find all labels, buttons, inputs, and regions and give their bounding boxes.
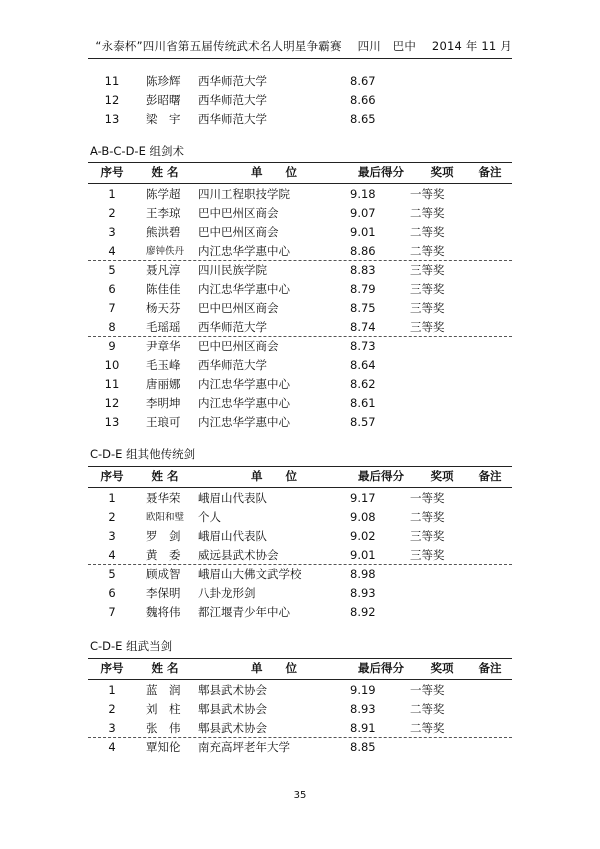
- cell-award: 二等奖: [410, 721, 445, 735]
- cell-name: 毛玉峰: [146, 358, 181, 372]
- cell-unit: 内江忠华学惠中心: [198, 377, 290, 391]
- column-header: 姓 名: [151, 469, 179, 483]
- header-date: 2014 年 11 月: [431, 39, 512, 53]
- cell-award: [410, 72, 468, 91]
- table-row: [88, 242, 512, 261]
- cell-name: 魏将伟: [146, 605, 181, 619]
- cell-score: 8.62: [350, 377, 376, 391]
- cell-name: 梁 宇: [146, 112, 181, 126]
- cell-name: 彭昭曙: [146, 93, 181, 107]
- cell-score: 8.85: [350, 740, 376, 754]
- cell-name: 黄 委: [146, 548, 181, 562]
- cell-unit: 西华师范大学: [198, 93, 267, 107]
- column-header: 单 位: [251, 469, 297, 483]
- cell-name: 陈学超: [146, 187, 181, 201]
- table-row: [88, 700, 512, 719]
- column-header: 奖项: [430, 165, 454, 179]
- cell-score: 8.64: [350, 358, 376, 372]
- cell-award: 一等奖: [410, 683, 445, 697]
- cell-name: 廖钟佚丹: [146, 246, 185, 257]
- table-row: [88, 91, 512, 110]
- cell-award: 二等奖: [410, 225, 445, 239]
- cell-unit: 南充高坪老年大学: [198, 740, 290, 754]
- cell-name: 蓝 润: [146, 683, 181, 697]
- cell-unit: 郫县武术协会: [198, 721, 267, 735]
- column-header: 最后得分: [358, 165, 404, 179]
- cell-award: [410, 110, 468, 129]
- cell-unit: 郫县武术协会: [198, 702, 267, 716]
- cell-no: 13: [104, 112, 120, 126]
- cell-award: [410, 738, 468, 757]
- table-header-row: [88, 467, 512, 486]
- cell-unit: 巴中巴州区商会: [198, 339, 279, 353]
- cell-unit: 西华师范大学: [198, 358, 267, 372]
- cell-unit: 个人: [198, 510, 221, 524]
- cell-score: 8.83: [350, 263, 376, 277]
- column-header: 序号: [100, 165, 124, 179]
- cell-name: 唐丽娜: [146, 377, 181, 391]
- table-row: [88, 375, 512, 394]
- table-row: [88, 72, 512, 91]
- column-header: 序号: [100, 661, 124, 675]
- section-title: C-D-E 组其他传统剑: [90, 447, 196, 461]
- cell-no: 11: [104, 74, 120, 88]
- column-header: 单 位: [251, 661, 297, 675]
- cell-award: 三等奖: [410, 301, 445, 315]
- cell-name: 陈佳佳: [146, 282, 181, 296]
- cell-score: 8.65: [350, 112, 376, 126]
- cell-name: 毛瑶瑶: [146, 320, 181, 334]
- cell-no: 5: [108, 567, 116, 581]
- cell-no: 13: [104, 415, 120, 429]
- cell-unit: 峨眉山大佛文武学校: [198, 567, 302, 581]
- cell-award: 一等奖: [410, 491, 445, 505]
- cell-award: [410, 91, 468, 110]
- column-header: 单 位: [251, 165, 297, 179]
- cell-award: [410, 394, 468, 413]
- cell-unit: 都江堰青少年中心: [198, 605, 290, 619]
- table-row: [88, 356, 512, 375]
- cell-no: 6: [108, 282, 116, 296]
- cell-award: [410, 413, 468, 432]
- table-row: [88, 565, 512, 584]
- column-header: 奖项: [430, 661, 454, 675]
- table-header-rule: [88, 679, 512, 680]
- cell-score: 9.17: [350, 491, 376, 505]
- cell-score: 8.93: [350, 586, 376, 600]
- cell-unit: 威远县武术协会: [198, 548, 279, 562]
- cell-no: 2: [108, 510, 116, 524]
- cell-unit: 巴中巴州区商会: [198, 206, 279, 220]
- cell-no: 1: [108, 187, 116, 201]
- page-header: [88, 38, 512, 59]
- cell-name: 聂凡淳: [146, 263, 181, 277]
- cell-award: 三等奖: [410, 263, 445, 277]
- cell-no: 6: [108, 586, 116, 600]
- cell-award: [410, 337, 468, 356]
- cell-name: 陈珍辉: [146, 74, 181, 88]
- column-header: 备注: [478, 469, 502, 483]
- cell-unit: 巴中巴州区商会: [198, 301, 279, 315]
- cell-award: 二等奖: [410, 702, 445, 716]
- column-header: 最后得分: [358, 661, 404, 675]
- cell-no: 3: [108, 529, 116, 543]
- cell-unit: 内江忠华学惠中心: [198, 415, 290, 429]
- table-row: [88, 318, 512, 337]
- table-row: [88, 261, 512, 280]
- cell-name: 尹章华: [146, 339, 181, 353]
- cell-score: 8.75: [350, 301, 376, 315]
- cell-score: 8.93: [350, 702, 376, 716]
- table-row: [88, 603, 512, 622]
- table-row: [88, 110, 512, 129]
- cell-name: 熊洪碧: [146, 225, 181, 239]
- cell-award: [410, 375, 468, 394]
- table-row: [88, 489, 512, 508]
- cell-unit: 峨眉山代表队: [198, 529, 267, 543]
- cell-score: 8.57: [350, 415, 376, 429]
- column-header: 奖项: [430, 469, 454, 483]
- table-header-row: [88, 659, 512, 678]
- table-row: [88, 508, 512, 527]
- column-header: 姓 名: [151, 661, 179, 675]
- cell-no: 4: [108, 244, 116, 258]
- cell-name: 张 伟: [146, 721, 181, 735]
- cell-no: 1: [108, 491, 116, 505]
- cell-unit: 峨眉山代表队: [198, 491, 267, 505]
- cell-award: 二等奖: [410, 244, 445, 258]
- page-number: 35: [293, 790, 307, 801]
- cell-unit: 西华师范大学: [198, 320, 267, 334]
- cell-award: 三等奖: [410, 529, 445, 543]
- cell-no: 4: [108, 740, 116, 754]
- cell-score: 8.92: [350, 605, 376, 619]
- cell-no: 2: [108, 206, 116, 220]
- cell-score: 9.19: [350, 683, 376, 697]
- section-title: C-D-E 组武当剑: [90, 639, 173, 653]
- cell-no: 12: [104, 93, 120, 107]
- cell-award: 三等奖: [410, 320, 445, 334]
- cell-no: 4: [108, 548, 116, 562]
- cell-score: 9.07: [350, 206, 376, 220]
- table-row: [88, 527, 512, 546]
- table-row: [88, 413, 512, 432]
- cell-name: 欧阳和璧: [146, 512, 185, 523]
- column-header: 备注: [478, 661, 502, 675]
- column-header: 姓 名: [151, 165, 179, 179]
- cell-no: 3: [108, 721, 116, 735]
- table-row: [88, 280, 512, 299]
- cell-name: 杨天芬: [146, 301, 181, 315]
- table-row: [88, 204, 512, 223]
- cell-score: 9.08: [350, 510, 376, 524]
- cell-award: [410, 356, 468, 375]
- cell-award: [410, 565, 468, 584]
- cell-score: 9.18: [350, 187, 376, 201]
- cell-score: 8.67: [350, 74, 376, 88]
- cell-unit: 郫县武术协会: [198, 683, 267, 697]
- cell-name: 李保明: [146, 586, 181, 600]
- cell-unit: 四川工程职技学院: [198, 187, 290, 201]
- cell-score: 8.98: [350, 567, 376, 581]
- cell-score: 8.61: [350, 396, 376, 410]
- cell-name: 王琅可: [146, 415, 181, 429]
- cell-unit: 内江忠华学惠中心: [198, 282, 290, 296]
- table-row: [88, 546, 512, 565]
- section-title: A-B-C-D-E 组剑术: [90, 144, 184, 158]
- cell-unit: 巴中巴州区商会: [198, 225, 279, 239]
- table-header-rule: [88, 183, 512, 184]
- header-title: “永泰杯”四川省第五届传统武术名人明星争霸赛: [95, 39, 342, 53]
- cell-no: 9: [108, 339, 116, 353]
- cell-no: 11: [104, 377, 120, 391]
- table-header-row: [88, 163, 512, 182]
- cell-award: 三等奖: [410, 282, 445, 296]
- table-row: [88, 223, 512, 242]
- cell-award: 二等奖: [410, 206, 445, 220]
- cell-score: 9.01: [350, 548, 376, 562]
- cell-name: 王李琼: [146, 206, 181, 220]
- cell-score: 8.79: [350, 282, 376, 296]
- cell-award: 二等奖: [410, 510, 445, 524]
- column-header: 最后得分: [358, 469, 404, 483]
- cell-unit: 西华师范大学: [198, 112, 267, 126]
- table-row: [88, 185, 512, 204]
- cell-unit: 八卦龙形剑: [198, 586, 256, 600]
- cell-name: 李明坤: [146, 396, 181, 410]
- cell-no: 12: [104, 396, 120, 410]
- cell-score: 8.86: [350, 244, 376, 258]
- cell-award: 一等奖: [410, 187, 445, 201]
- cell-score: 8.91: [350, 721, 376, 735]
- cell-unit: 西华师范大学: [198, 74, 267, 88]
- cell-no: 2: [108, 702, 116, 716]
- table-row: [88, 738, 512, 757]
- cell-no: 1: [108, 683, 116, 697]
- cell-score: 9.01: [350, 225, 376, 239]
- cell-no: 7: [108, 605, 116, 619]
- cell-score: 8.73: [350, 339, 376, 353]
- column-header: 备注: [478, 165, 502, 179]
- cell-no: 10: [104, 358, 120, 372]
- cell-award: [410, 584, 468, 603]
- header-location: 四川 巴中: [357, 39, 417, 53]
- cell-unit: 内江忠华学惠中心: [198, 396, 290, 410]
- table-row: [88, 337, 512, 356]
- cell-name: 罗 剑: [146, 529, 181, 543]
- table-row: [88, 681, 512, 700]
- cell-unit: 四川民族学院: [198, 263, 267, 277]
- cell-score: 9.02: [350, 529, 376, 543]
- cell-no: 7: [108, 301, 116, 315]
- cell-name: 刘 柱: [146, 702, 181, 716]
- table-row: [88, 584, 512, 603]
- cell-score: 8.74: [350, 320, 376, 334]
- cell-score: 8.66: [350, 93, 376, 107]
- table-header-rule: [88, 487, 512, 488]
- cell-no: 3: [108, 225, 116, 239]
- cell-name: 聂华荣: [146, 491, 181, 505]
- cell-award: [410, 603, 468, 622]
- cell-award: 三等奖: [410, 548, 445, 562]
- cell-unit: 内江忠华学惠中心: [198, 244, 290, 258]
- cell-no: 5: [108, 263, 116, 277]
- table-row: [88, 299, 512, 318]
- column-header: 序号: [100, 469, 124, 483]
- table-row: [88, 719, 512, 738]
- cell-no: 8: [108, 320, 116, 334]
- table-row: [88, 394, 512, 413]
- cell-name: 顾成智: [146, 567, 181, 581]
- cell-name: 覃知伦: [146, 740, 181, 754]
